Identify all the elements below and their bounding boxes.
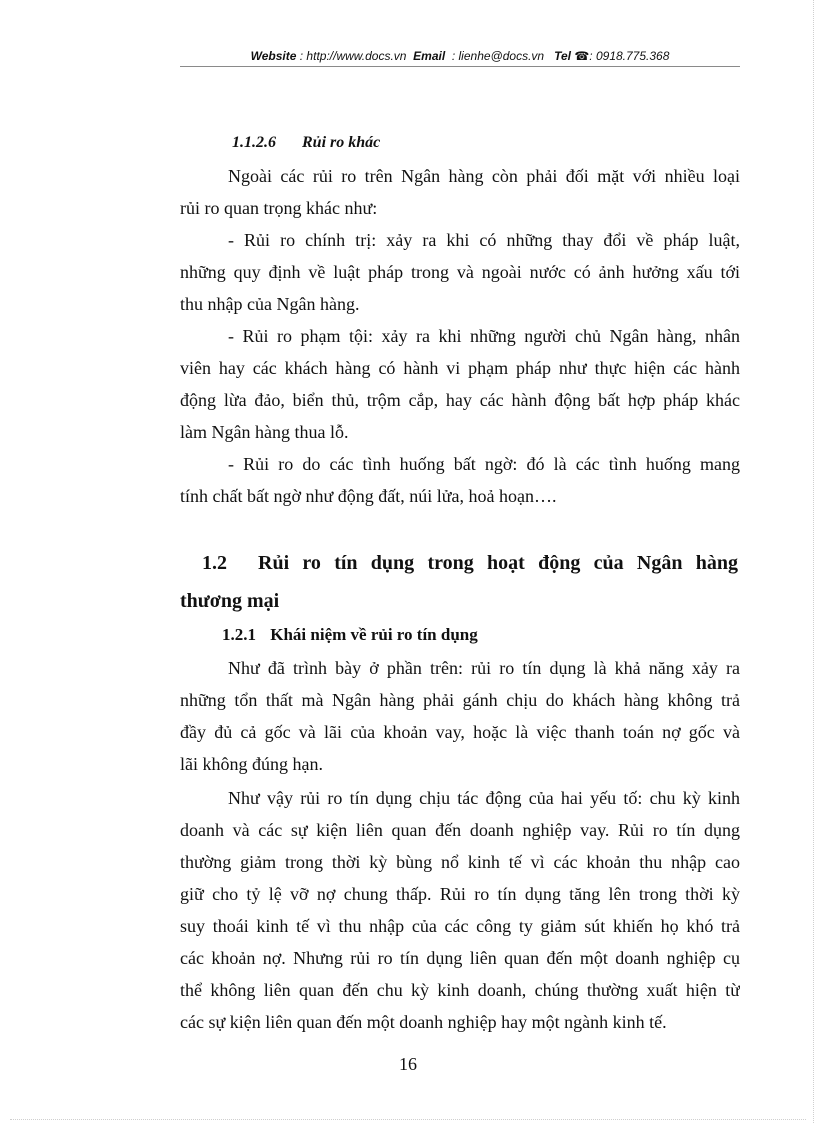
- section-12-number: 1.2: [202, 552, 227, 574]
- text-line: các khoản nợ. Nhưng rủi ro tín dụng liên quan đến một doanh nghiệp cụ: [180, 948, 740, 968]
- page-bottom-border: [10, 1119, 806, 1120]
- page-header: [180, 49, 740, 63]
- text-line: những tổn thất mà Ngân hàng phải gánh chịu do khách hàng không trả: [180, 690, 740, 710]
- text-line: các sự kiện liên quan đến một doanh nghiệp hay một ngành kinh tế.: [180, 1012, 667, 1032]
- text-line: giữ cho tỷ lệ vỡ nợ chung thấp. Rủi ro tín dụng tăng lên trong thời kỳ: [180, 884, 740, 904]
- text-line: thường giảm trong thời kỳ bùng nổ kinh tế vì các khoản thu nhập cao: [180, 852, 740, 872]
- text-line: doanh và các sự kiện liên quan đến doanh nghiệp vay. Rủi ro tín dụng: [180, 820, 740, 840]
- page-number: 16: [399, 1054, 417, 1074]
- text-line: Như vậy rủi ro tín dụng chịu tác động của hai yếu tố: chu kỳ kinh: [228, 788, 740, 808]
- text-line: - Rủi ro do các tình huống bất ngờ: đó là các tình huống mang: [228, 454, 740, 474]
- text-line: thu nhập của Ngân hàng.: [180, 294, 360, 314]
- text-line: suy thoái kinh tế vì thu nhập của các công ty giảm sút khiến họ khó trả: [180, 916, 740, 936]
- text-line: Ngoài các rủi ro trên Ngân hàng còn phải đối mặt với nhiều loại: [228, 166, 740, 186]
- website-url[interactable]: : http://www.docs.vn: [299, 49, 407, 63]
- text-line: viên hay các khách hàng có hành vi phạm pháp như thực hiện các hành: [180, 358, 740, 378]
- section-121-title: Khái niệm về rủi ro tín dụng: [270, 625, 478, 644]
- text-line: những quy định về luật pháp trong và ngoài nước có ảnh hưởng xấu tới: [180, 262, 740, 282]
- website-label: Website: [250, 49, 297, 63]
- tel-label: Tel: [554, 49, 571, 63]
- text-line: thể không liên quan đến chu kỳ kinh doanh, chúng thường xuất hiện từ: [180, 980, 740, 1000]
- text-line: - Rủi ro phạm tội: xảy ra khi những người chủ Ngân hàng, nhân: [228, 326, 740, 346]
- text-line: rủi ro quan trọng khác như:: [180, 198, 378, 218]
- section-12-title: Rủi ro tín dụng trong hoạt động của Ngân hàng: [258, 552, 738, 574]
- phone-icon: ☎: [574, 49, 590, 63]
- section-1126-title: Rủi ro khác: [302, 134, 381, 151]
- text-line: động lừa đảo, biển thủ, trộm cắp, hay các hành động bất hợp pháp khác: [180, 390, 740, 410]
- text-line: - Rủi ro chính trị: xảy ra khi có những thay đổi về pháp luật,: [228, 230, 740, 250]
- email-value[interactable]: : lienhe@docs.vn: [451, 49, 545, 63]
- section-121-heading: [222, 625, 478, 645]
- section-1126-heading: [232, 134, 380, 152]
- email-label: Email: [413, 49, 446, 63]
- text-line: đầy đủ cả gốc và lãi của khoản vay, hoặc là việc thanh toán nợ gốc và: [180, 722, 740, 742]
- text-line: lãi không đúng hạn.: [180, 754, 323, 774]
- section-1126-number: 1.1.2.6: [232, 134, 276, 151]
- section-12-title-cont: thương mại: [180, 590, 280, 612]
- section-121-number: 1.2.1: [222, 625, 256, 644]
- text-line: làm Ngân hàng thua lỗ.: [180, 422, 349, 442]
- text-line: Như đã trình bày ở phần trên: rủi ro tín dụng là khả năng xảy ra: [228, 658, 740, 678]
- page-right-border: [813, 0, 814, 1123]
- header-divider: [180, 66, 740, 67]
- tel-value: : 0918.775.368: [589, 49, 670, 63]
- text-line: tính chất bất ngờ như động đất, núi lửa, hoả hoạn….: [180, 486, 557, 506]
